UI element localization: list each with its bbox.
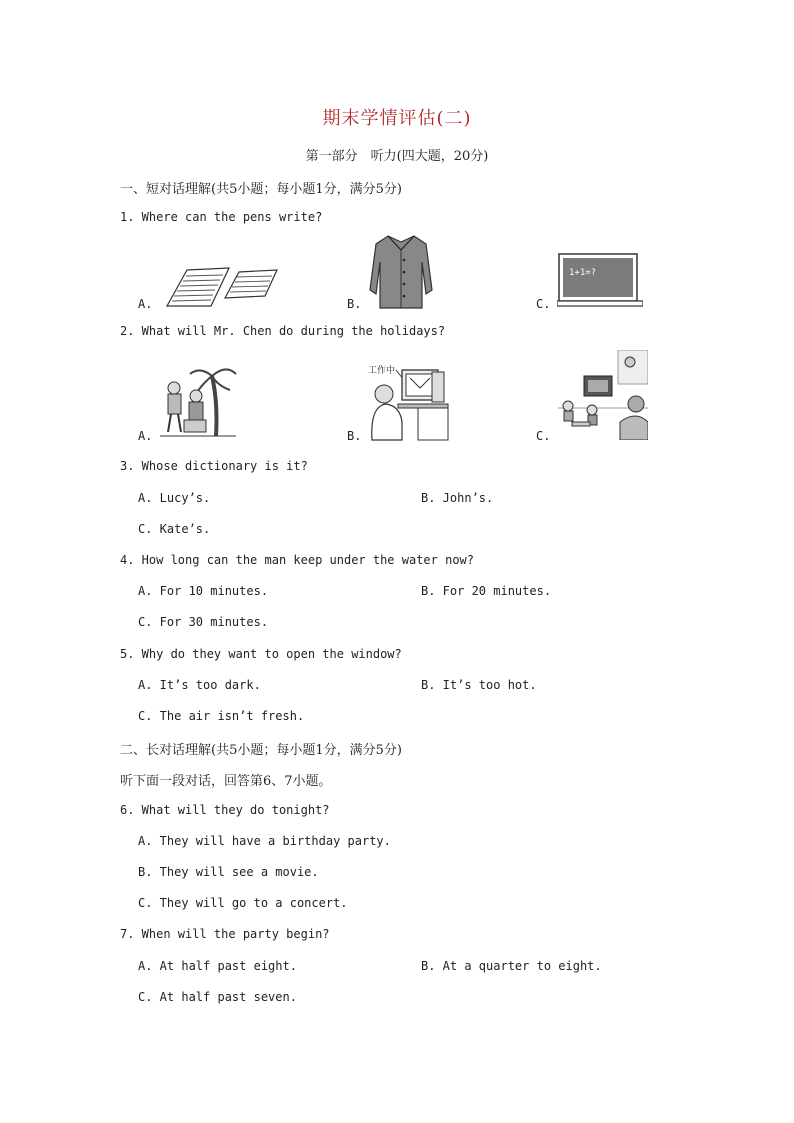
option-6c: C. They will go to a concert.: [138, 896, 348, 910]
option-7a: A. At half past eight.: [138, 959, 297, 973]
question-3: 3. Whose dictionary is it?: [120, 459, 308, 473]
picture-screen-text: 工作中: [368, 366, 396, 376]
question-5: 5. Why do they want to open the window?: [120, 647, 402, 661]
option-3a: A. Lucy’s.: [138, 491, 211, 505]
page-title: 期末学情评估(二): [322, 108, 472, 129]
section-heading-2: 二、长对话理解(共5小题；每小题1分，满分5分): [120, 743, 402, 758]
option-5c: C. The air isn’t fresh.: [138, 709, 305, 723]
option-3b: B. John’s.: [421, 491, 494, 505]
instruction: 听下面一段对话，回答第6、7小题。: [120, 774, 332, 789]
watching-tv-picture: [558, 350, 648, 440]
option-4c: C. For 30 minutes.: [138, 615, 269, 629]
option-5a: A. It’s too dark.: [138, 678, 261, 692]
option-7c: C. At half past seven.: [138, 990, 297, 1004]
question-1: 1. Where can the pens write?: [120, 210, 323, 224]
option-7b: B. At a quarter to eight.: [421, 959, 602, 973]
option-2b-label: B.: [347, 429, 362, 443]
option-3c: C. Kate’s.: [138, 522, 211, 536]
question-4: 4. How long can the man keep under the water now?: [120, 553, 475, 567]
section-heading-1: 一、短对话理解(共5小题；每小题1分，满分5分): [120, 182, 402, 197]
question-6: 6. What will they do tonight?: [120, 803, 330, 817]
option-5b: B. It’s too hot.: [421, 678, 537, 692]
part-heading: 第一部分 听力(四大题，20分): [305, 149, 489, 164]
shirt-picture: [366, 232, 436, 310]
option-4b: B. For 20 minutes.: [421, 584, 552, 598]
working-at-computer-picture: [366, 362, 452, 442]
option-4a: A. For 10 minutes.: [138, 584, 269, 598]
option-1a-label: A.: [138, 297, 153, 311]
option-2c-label: C.: [536, 429, 551, 443]
option-2a-label: A.: [138, 429, 153, 443]
beach-travel-picture: [156, 362, 240, 438]
option-1c-label: C.: [536, 297, 551, 311]
blackboard-picture: [557, 253, 643, 309]
option-6b: B. They will see a movie.: [138, 865, 319, 879]
option-1b-label: B.: [347, 297, 362, 311]
paper-sheets-picture: [165, 264, 280, 308]
option-6a: A. They will have a birthday party.: [138, 834, 391, 848]
question-2: 2. What will Mr. Chen do during the holidays?: [120, 324, 446, 338]
question-7: 7. When will the party begin?: [120, 927, 330, 941]
blackboard-text: 1+1=?: [569, 268, 597, 278]
